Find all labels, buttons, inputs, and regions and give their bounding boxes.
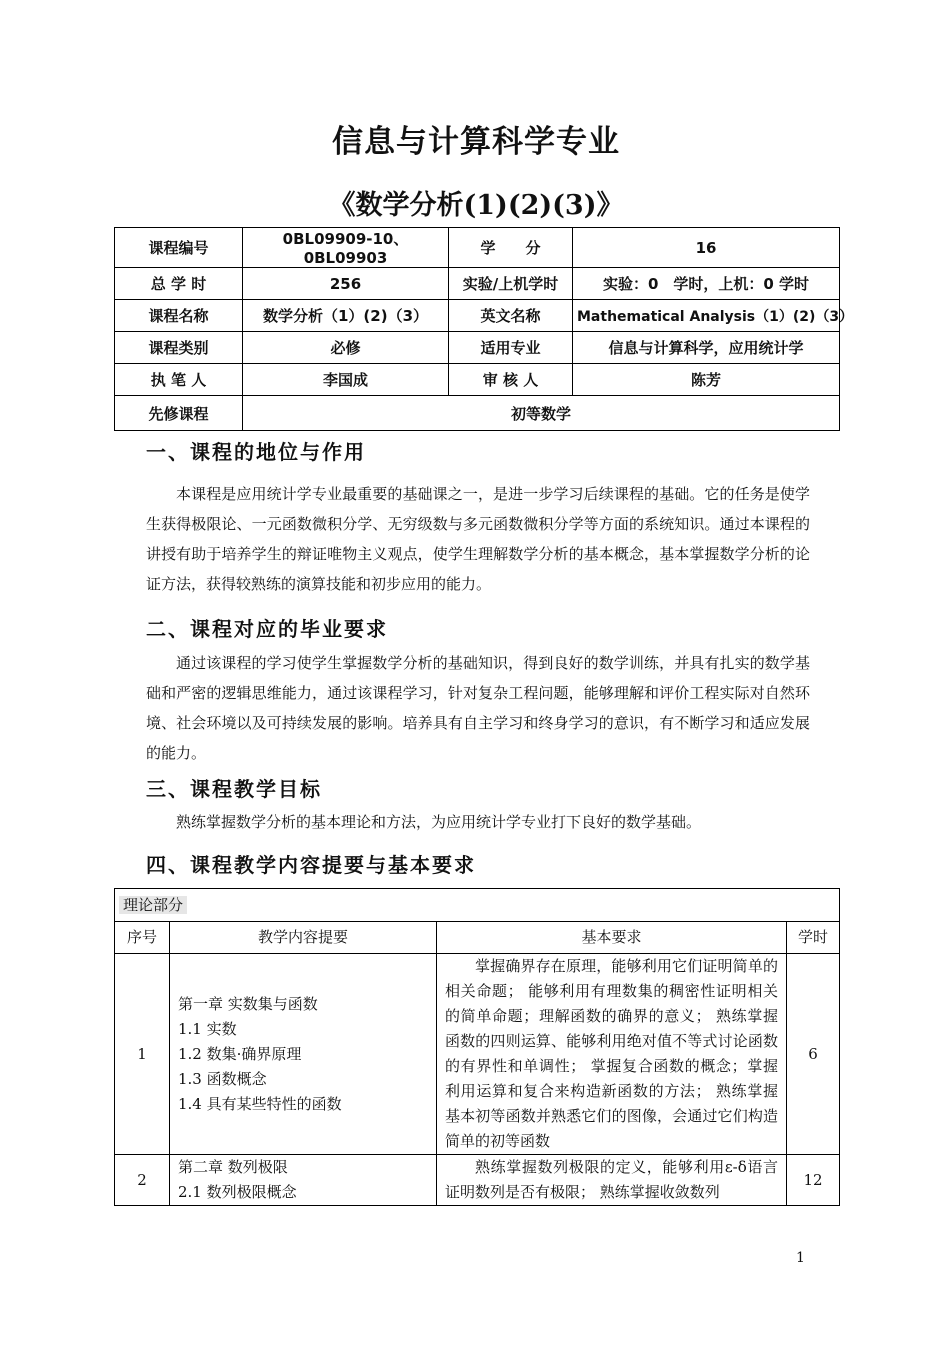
topic-line: 第一章 实数集与函数 <box>178 994 318 1013</box>
info-row <box>115 268 840 300</box>
section-heading: 一、课程的地位与作用 <box>146 440 366 464</box>
info-value: 16 <box>573 228 840 268</box>
header-row <box>115 922 840 954</box>
info-value: 数学分析（1）(2)（3） <box>243 300 449 332</box>
hours-cell: 12 <box>787 1155 840 1206</box>
info-label: 审 核 人 <box>449 364 573 396</box>
column-header: 教学内容提要 <box>170 922 437 954</box>
info-label: 适用专业 <box>449 332 573 364</box>
course-title-parts: (1)(2)(3) <box>463 190 597 221</box>
info-value: 256 <box>243 268 449 300</box>
course-title <box>0 183 952 222</box>
course-title-open-bracket: 《 <box>328 190 356 221</box>
info-row <box>115 300 840 332</box>
info-label: 先修课程 <box>115 396 243 431</box>
row-number: 1 <box>115 954 170 1155</box>
content-table <box>114 888 840 1206</box>
info-label: 课程名称 <box>115 300 243 332</box>
requirement-cell: 熟练掌握数列极限的定义，能够利用ε-δ语言证明数列是否有极限； 熟练掌握收敛数列 <box>437 1155 787 1206</box>
part-row <box>115 889 840 922</box>
info-row <box>115 228 840 268</box>
page-number: 1 <box>796 1250 805 1266</box>
info-label: 实验/上机学时 <box>449 268 573 300</box>
info-label: 总 学 时 <box>115 268 243 300</box>
info-label: 英文名称 <box>449 300 573 332</box>
row-number: 2 <box>115 1155 170 1206</box>
topic-cell <box>170 1155 437 1206</box>
info-value: Mathematical Analysis（1）(2)（3） <box>573 300 840 332</box>
info-row <box>115 364 840 396</box>
section-paragraph: 通过该课程的学习使学生掌握数学分析的基础知识，得到良好的数学训练，并具有扎实的数学基础和严密的逻辑思维能力，通过该课程学习，针对复杂工程问题，能够理解和评价工程实际对自然环境、社会环境以及可持续发展的影响。培养具有自主学习和终身学习的意识，有不断学习和适应发展的能力。 <box>146 654 810 762</box>
requirement-cell: 掌握确界存在原理，能够利用它们证明简单的相关命题； 能够利用有理数集的稠密性证明相关的简单命题；理解函数的确界的意义； 熟练掌握函数的四则运算、能够利用绝对值不等式讨论函数的有界性和单调性； 掌握复合函数的概念；掌握利用运算和复合来构造新函数的方法； 熟练掌握基本初等函数并熟悉它们的图像，会通过它们构造简单的初等函数 <box>437 954 787 1155</box>
info-label: 学 分 <box>449 228 573 268</box>
info-value: 0BL09909-10、0BL09903 <box>243 228 449 268</box>
topic-cell <box>170 954 437 1155</box>
info-value: 必修 <box>243 332 449 364</box>
section-paragraph: 熟练掌握数学分析的基本理论和方法，为应用统计学专业打下良好的数学基础。 <box>176 813 702 831</box>
topic-line: 第二章 数列极限 <box>178 1158 288 1176</box>
topic-line: 1.1 实数 <box>178 1019 237 1038</box>
info-value: 信息与计算科学，应用统计学 <box>573 332 840 364</box>
course-title-name: 数学分析 <box>355 190 464 221</box>
topic-line: 2.1 数列极限概念 <box>178 1183 297 1201</box>
table-row <box>115 1155 840 1206</box>
course-info-table <box>114 227 854 431</box>
column-header: 序号 <box>115 922 170 954</box>
topic-line: 1.3 函数概念 <box>178 1069 267 1088</box>
part-label: 理论部分 <box>119 896 187 914</box>
topic-line: 1.2 数集·确界原理 <box>178 1044 302 1063</box>
info-label: 课程编号 <box>115 228 243 268</box>
column-header: 学时 <box>787 922 840 954</box>
hours-cell: 6 <box>787 954 840 1155</box>
table-row <box>115 954 840 1155</box>
section-paragraph: 本课程是应用统计学专业最重要的基础课之一，是进一步学习后续课程的基础。它的任务是使学生获得极限论、一元函数微积分学、无穷级数与多元函数微积分学等方面的系统知识。通过本课程的讲授有助于培养学生的辩证唯物主义观点，使学生理解数学分析的基本概念，基本掌握数学分析的论证方法，获得较熟练的演算技能和初步应用的能力。 <box>146 485 810 593</box>
info-label: 执 笔 人 <box>115 364 243 396</box>
info-value: 实验：0 学时，上机：0 学时 <box>573 268 840 300</box>
info-value: 陈芳 <box>573 364 840 396</box>
topic-line: 1.4 具有某些特性的函数 <box>178 1094 342 1113</box>
section-heading: 二、课程对应的毕业要求 <box>146 617 388 641</box>
info-label: 课程类别 <box>115 332 243 364</box>
section-heading: 四、课程教学内容提要与基本要求 <box>146 853 476 877</box>
info-value: 李国成 <box>243 364 449 396</box>
part-cell <box>115 889 840 922</box>
course-title-close-bracket: 》 <box>596 190 624 221</box>
info-row <box>115 332 840 364</box>
info-value: 初等数学 <box>243 396 840 431</box>
section-heading: 三、课程教学目标 <box>146 777 322 801</box>
page-title: 信息与计算科学专业 <box>332 124 620 160</box>
info-row <box>115 396 840 431</box>
column-header: 基本要求 <box>437 922 787 954</box>
